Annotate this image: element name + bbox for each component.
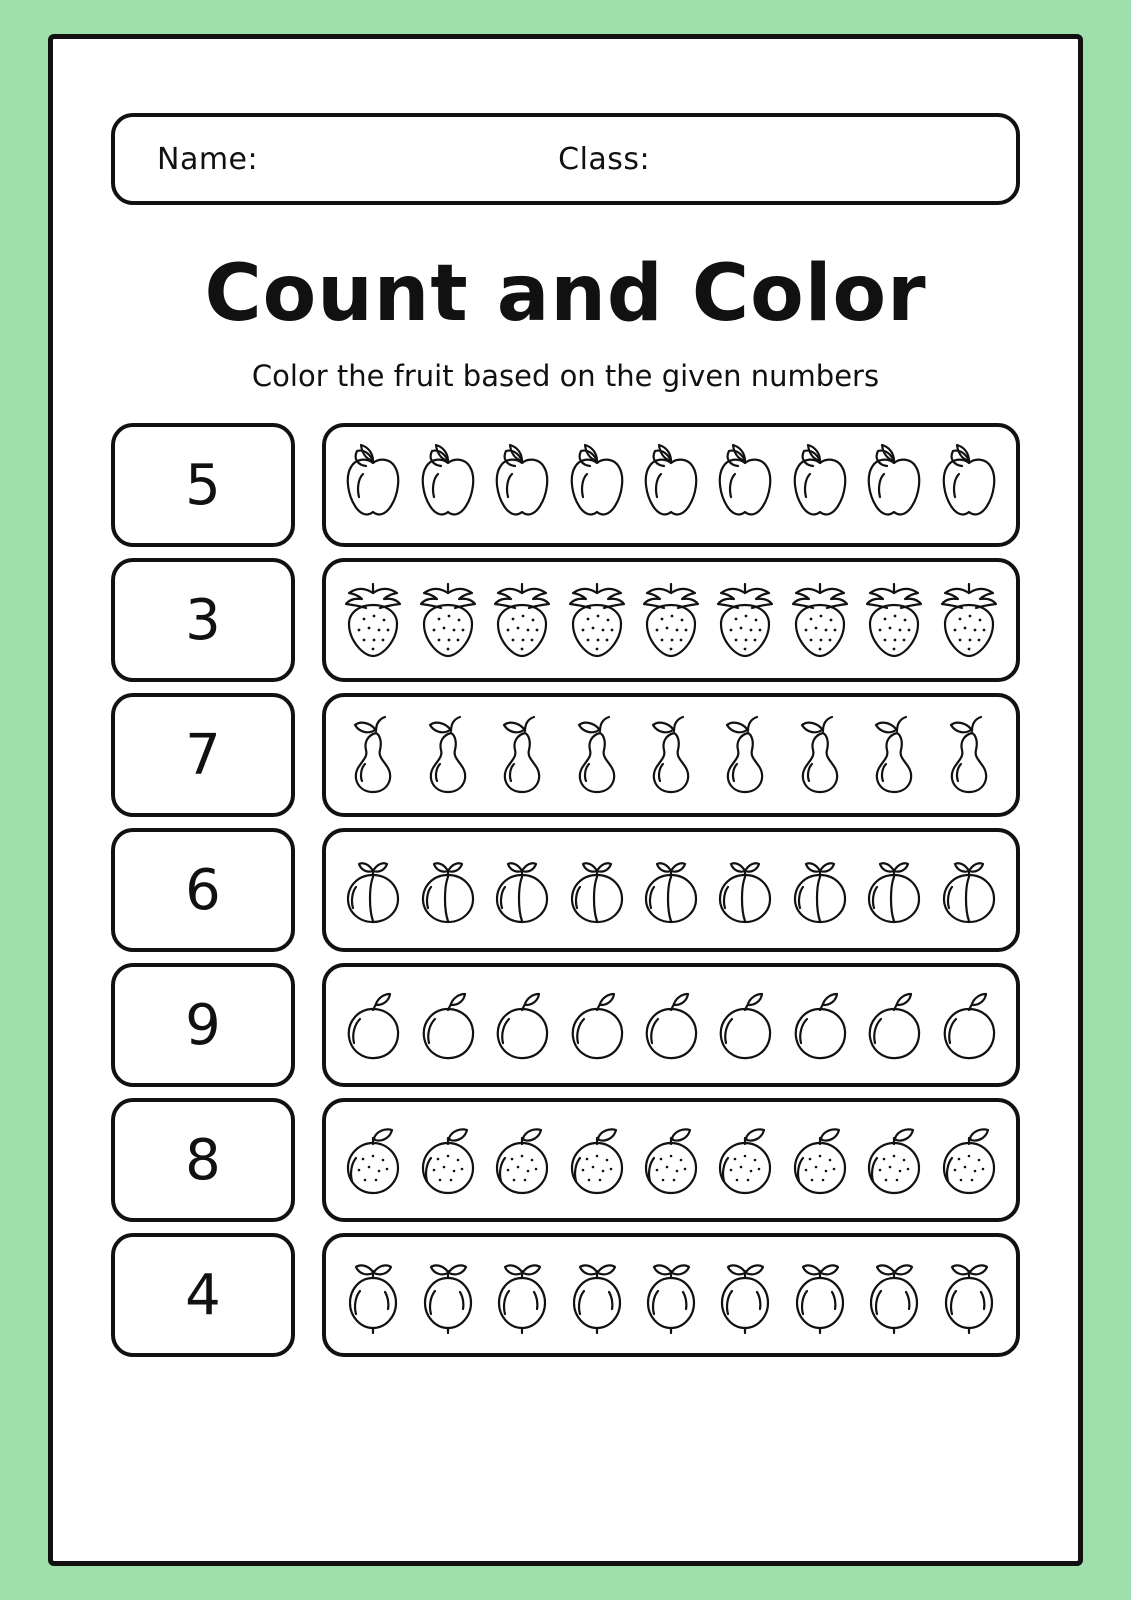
lemon-icon[interactable] bbox=[340, 1249, 406, 1341]
plum-icon[interactable] bbox=[638, 844, 704, 936]
plum-icon[interactable] bbox=[489, 844, 555, 936]
apple-icon[interactable] bbox=[564, 439, 630, 531]
apple-icon[interactable] bbox=[340, 439, 406, 531]
number-box[interactable] bbox=[111, 1233, 295, 1357]
number-box[interactable] bbox=[111, 423, 295, 547]
fruit-row-box[interactable] bbox=[322, 1098, 1020, 1222]
strawberry-icon[interactable] bbox=[489, 574, 555, 666]
name-label: Name: bbox=[157, 141, 259, 177]
number-box[interactable] bbox=[111, 558, 295, 682]
strawberry-icon[interactable] bbox=[564, 574, 630, 666]
apple-icon[interactable] bbox=[415, 439, 481, 531]
orange-icon[interactable] bbox=[936, 1114, 1002, 1206]
pear-icon[interactable] bbox=[564, 709, 630, 801]
fruit-row-box[interactable] bbox=[322, 828, 1020, 952]
apple-icon[interactable] bbox=[787, 439, 853, 531]
exercise-row bbox=[111, 558, 1020, 682]
mango-icon[interactable] bbox=[638, 979, 704, 1071]
number-value: 9 bbox=[185, 992, 221, 1058]
pear-icon[interactable] bbox=[340, 709, 406, 801]
lemon-icon[interactable] bbox=[936, 1249, 1002, 1341]
exercise-row bbox=[111, 828, 1020, 952]
number-box[interactable] bbox=[111, 1098, 295, 1222]
exercise-row bbox=[111, 1233, 1020, 1357]
plum-icon[interactable] bbox=[936, 844, 1002, 936]
apple-icon[interactable] bbox=[712, 439, 778, 531]
apple-icon[interactable] bbox=[861, 439, 927, 531]
orange-icon[interactable] bbox=[861, 1114, 927, 1206]
class-label: Class: bbox=[558, 141, 651, 177]
pear-icon[interactable] bbox=[936, 709, 1002, 801]
number-value: 5 bbox=[185, 452, 221, 518]
lemon-icon[interactable] bbox=[489, 1249, 555, 1341]
number-value: 8 bbox=[185, 1127, 221, 1193]
orange-icon[interactable] bbox=[489, 1114, 555, 1206]
plum-icon[interactable] bbox=[564, 844, 630, 936]
plum-icon[interactable] bbox=[415, 844, 481, 936]
plum-icon[interactable] bbox=[861, 844, 927, 936]
number-value: 7 bbox=[185, 722, 221, 788]
page-title: Count and Color bbox=[204, 249, 927, 339]
fruit-row-box[interactable] bbox=[322, 693, 1020, 817]
mango-icon[interactable] bbox=[564, 979, 630, 1071]
lemon-icon[interactable] bbox=[415, 1249, 481, 1341]
plum-icon[interactable] bbox=[787, 844, 853, 936]
strawberry-icon[interactable] bbox=[787, 574, 853, 666]
lemon-icon[interactable] bbox=[564, 1249, 630, 1341]
orange-icon[interactable] bbox=[712, 1114, 778, 1206]
apple-icon[interactable] bbox=[489, 439, 555, 531]
page-subtitle: Color the fruit based on the given numbers bbox=[251, 359, 880, 393]
number-value: 3 bbox=[185, 587, 221, 653]
pear-icon[interactable] bbox=[489, 709, 555, 801]
orange-icon[interactable] bbox=[340, 1114, 406, 1206]
strawberry-icon[interactable] bbox=[936, 574, 1002, 666]
strawberry-icon[interactable] bbox=[340, 574, 406, 666]
fruit-row-box[interactable] bbox=[322, 423, 1020, 547]
orange-icon[interactable] bbox=[787, 1114, 853, 1206]
student-info-box bbox=[111, 113, 1020, 205]
strawberry-icon[interactable] bbox=[638, 574, 704, 666]
mango-icon[interactable] bbox=[712, 979, 778, 1071]
fruit-row-box[interactable] bbox=[322, 1233, 1020, 1357]
number-box[interactable] bbox=[111, 828, 295, 952]
fruit-row-box[interactable] bbox=[322, 963, 1020, 1087]
pear-icon[interactable] bbox=[861, 709, 927, 801]
plum-icon[interactable] bbox=[340, 844, 406, 936]
mango-icon[interactable] bbox=[936, 979, 1002, 1071]
strawberry-icon[interactable] bbox=[712, 574, 778, 666]
exercise-row bbox=[111, 963, 1020, 1087]
number-box[interactable] bbox=[111, 963, 295, 1087]
lemon-icon[interactable] bbox=[861, 1249, 927, 1341]
apple-icon[interactable] bbox=[936, 439, 1002, 531]
plum-icon[interactable] bbox=[712, 844, 778, 936]
mango-icon[interactable] bbox=[489, 979, 555, 1071]
worksheet-page bbox=[48, 34, 1083, 1566]
number-value: 6 bbox=[185, 857, 221, 923]
orange-icon[interactable] bbox=[415, 1114, 481, 1206]
pear-icon[interactable] bbox=[638, 709, 704, 801]
strawberry-icon[interactable] bbox=[415, 574, 481, 666]
exercise-row bbox=[111, 1098, 1020, 1222]
strawberry-icon[interactable] bbox=[861, 574, 927, 666]
lemon-icon[interactable] bbox=[787, 1249, 853, 1341]
number-box[interactable] bbox=[111, 693, 295, 817]
exercise-rows bbox=[111, 423, 1020, 1357]
exercise-row bbox=[111, 693, 1020, 817]
lemon-icon[interactable] bbox=[638, 1249, 704, 1341]
orange-icon[interactable] bbox=[638, 1114, 704, 1206]
pear-icon[interactable] bbox=[415, 709, 481, 801]
mango-icon[interactable] bbox=[787, 979, 853, 1071]
orange-icon[interactable] bbox=[564, 1114, 630, 1206]
mango-icon[interactable] bbox=[415, 979, 481, 1071]
exercise-row bbox=[111, 423, 1020, 547]
worksheet-content bbox=[53, 39, 1078, 1561]
mango-icon[interactable] bbox=[861, 979, 927, 1071]
apple-icon[interactable] bbox=[638, 439, 704, 531]
lemon-icon[interactable] bbox=[712, 1249, 778, 1341]
fruit-row-box[interactable] bbox=[322, 558, 1020, 682]
pear-icon[interactable] bbox=[787, 709, 853, 801]
number-value: 4 bbox=[185, 1262, 221, 1328]
mango-icon[interactable] bbox=[340, 979, 406, 1071]
pear-icon[interactable] bbox=[712, 709, 778, 801]
